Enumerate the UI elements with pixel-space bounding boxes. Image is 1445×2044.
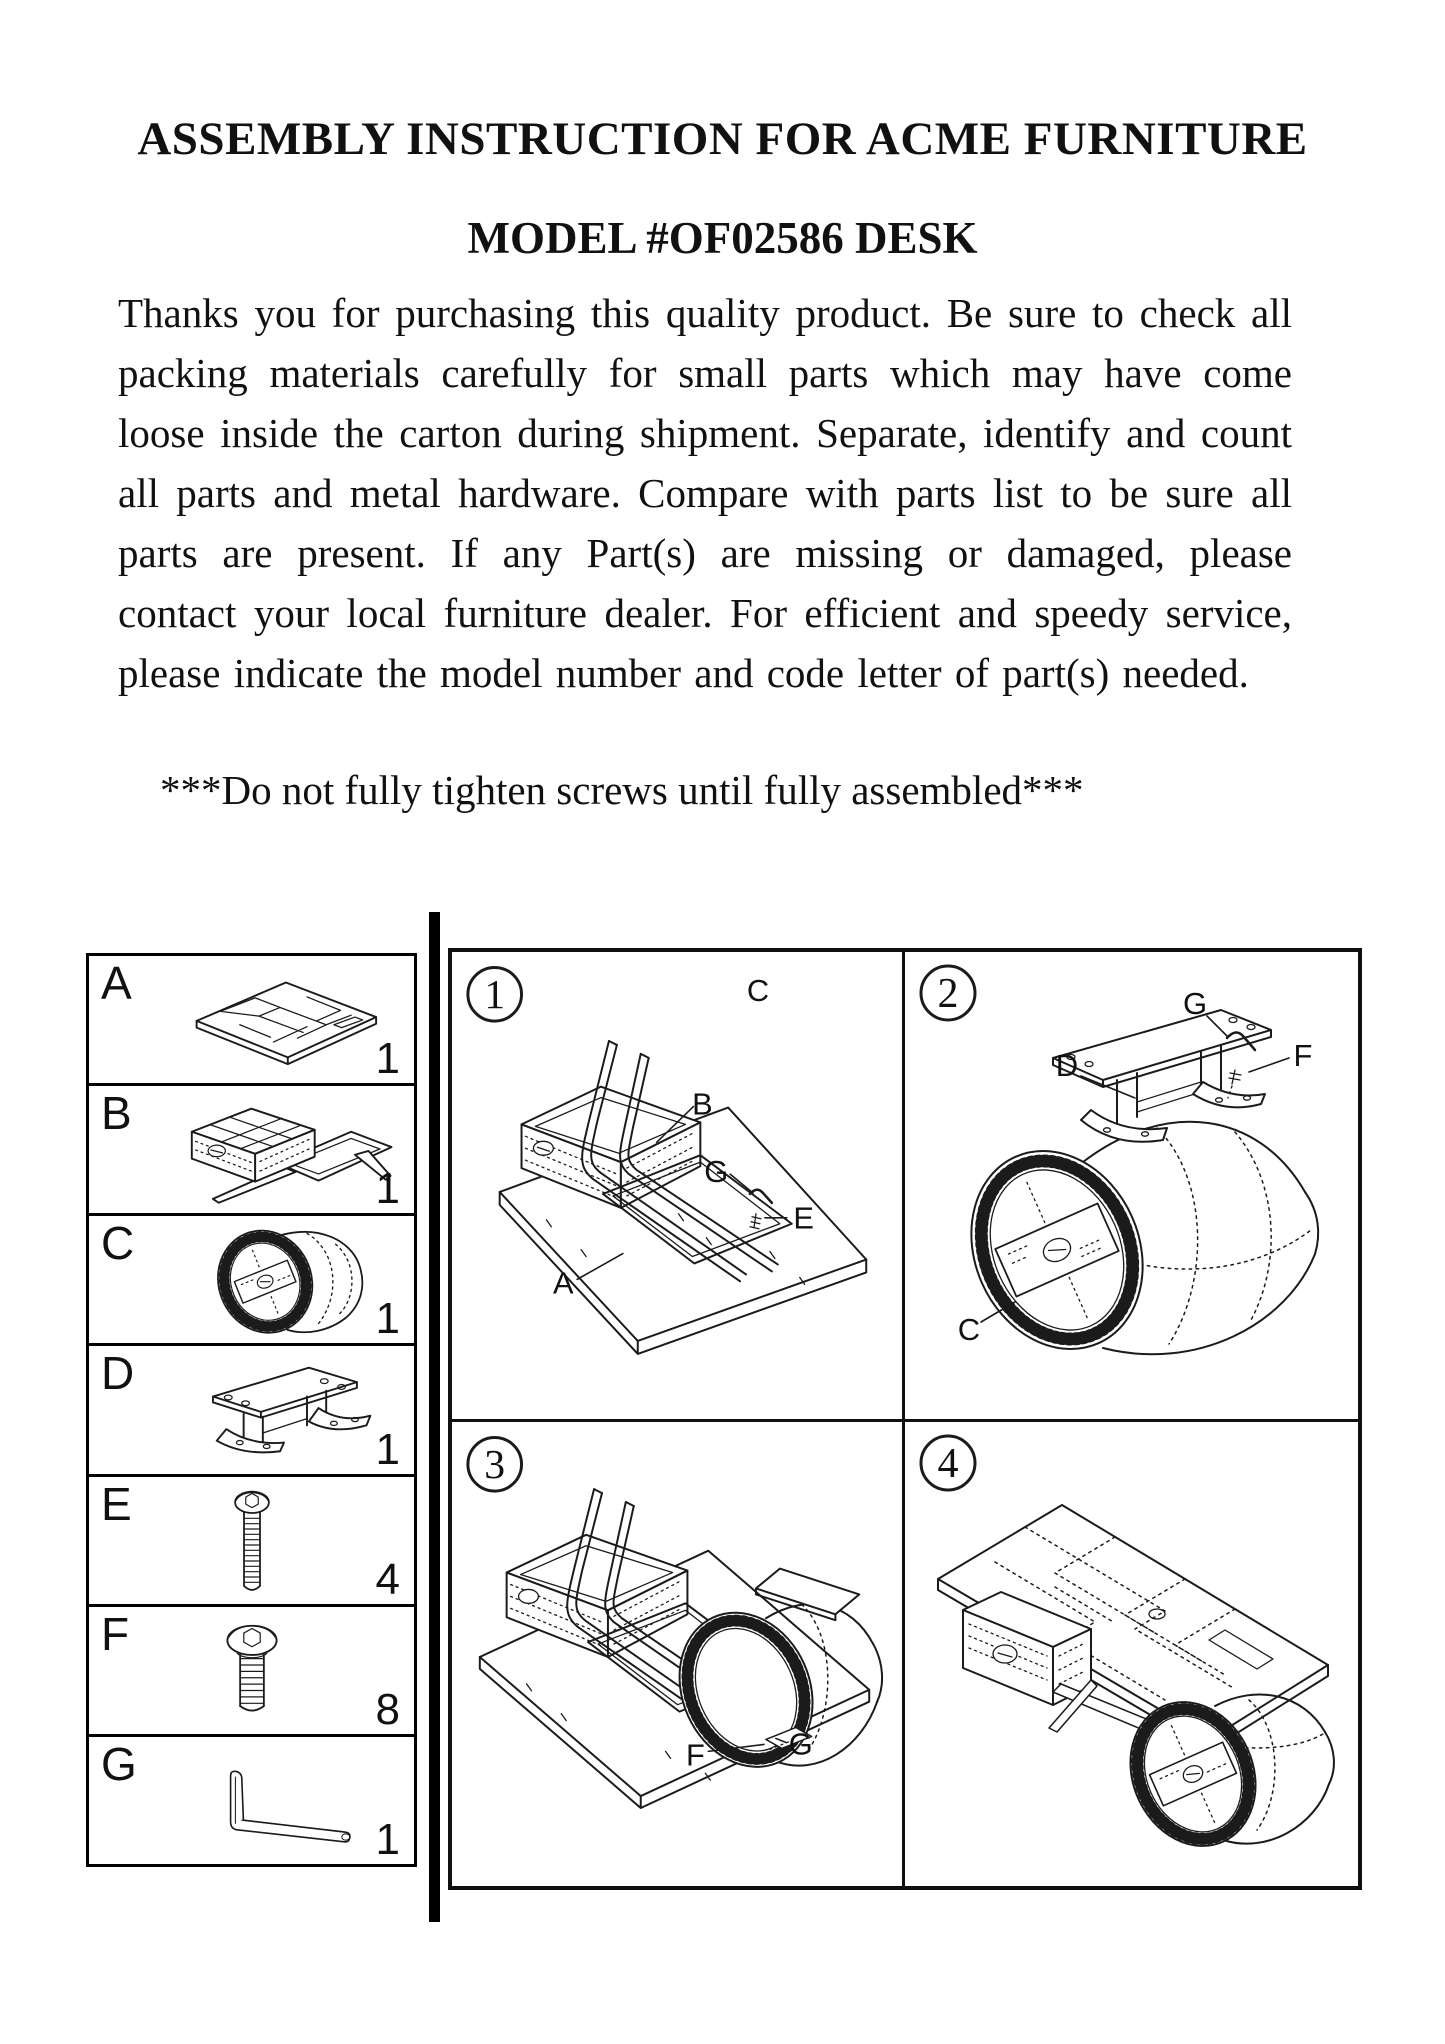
part-qty: 4: [375, 1554, 400, 1604]
label-part-g: G: [704, 1154, 729, 1190]
label-part-d: D: [1055, 1048, 1079, 1083]
intro-paragraph: Thanks you for purchasing this quality product. Be sure to check all packing materials carefully for small parts which may have come loose inside the carton during shipment. Separate, identify and count all parts and metal hardware. Compare with parts list to be sure all parts are present. If any Part(s) are missing or damaged, please contact your local furniture dealer. For efficient and speedy service, please indicate the model number and code letter of part(s) needed.: [118, 290, 1292, 696]
label-part-b: B: [692, 1086, 713, 1122]
part-letter: G: [101, 1737, 137, 1790]
part-qty: 1: [375, 1034, 400, 1084]
vertical-divider: [429, 912, 440, 1922]
label-part-c: C: [746, 973, 770, 1009]
part-qty: 8: [375, 1684, 400, 1734]
label-part-f: F: [1293, 1038, 1313, 1073]
step-4-diagram: [905, 1422, 1358, 1889]
part-qty: 1: [375, 1424, 400, 1474]
part-row-e: [89, 1477, 414, 1607]
short-bolt-icon: [207, 1613, 297, 1727]
part-letter: C: [101, 1217, 135, 1270]
long-bolt-icon: [209, 1481, 295, 1601]
mounting-bracket-icon: [163, 1351, 403, 1467]
step-1-panel: [452, 952, 905, 1422]
step-2-diagram: [905, 952, 1358, 1419]
part-qty: 1: [375, 1294, 400, 1344]
step-3-panel: [452, 1422, 905, 1889]
part-row-a: [89, 956, 414, 1086]
step-1-diagram: [452, 952, 902, 1419]
document-title: ASSEMBLY INSTRUCTION FOR ACME FURNITURE: [137, 113, 1308, 165]
drawer-and-leg-frame-icon: [163, 1091, 403, 1207]
step-4-panel: [905, 1422, 1358, 1889]
desk-top-panel-icon: [163, 961, 403, 1077]
part-qty: 1: [375, 1164, 400, 1214]
parts-list-table: [86, 953, 417, 1867]
step-number: 3: [484, 1442, 506, 1489]
part-row-b: [89, 1086, 414, 1216]
step-2-panel: [905, 952, 1358, 1422]
model-subtitle: MODEL #OF02586 DESK: [467, 213, 978, 263]
part-letter: F: [101, 1607, 130, 1660]
step-3-diagram: [452, 1422, 902, 1889]
part-letter: D: [101, 1347, 135, 1400]
label-part-f: F: [685, 1737, 705, 1773]
step-number: 4: [937, 1441, 959, 1487]
part-row-d: [89, 1346, 414, 1476]
part-letter: E: [101, 1477, 132, 1530]
label-part-g: G: [788, 1726, 813, 1762]
part-qty: 1: [375, 1814, 400, 1864]
part-letter: B: [101, 1087, 132, 1140]
part-row-g: [89, 1737, 414, 1864]
label-part-c: C: [957, 1312, 981, 1347]
part-letter: A: [101, 957, 132, 1009]
label-part-a: A: [552, 1265, 574, 1301]
tighten-screws-note: ***Do not fully tighten screws until fully assembled***: [160, 767, 1084, 813]
label-part-e: E: [793, 1200, 814, 1236]
part-row-f: [89, 1607, 414, 1737]
label-part-g: G: [1182, 986, 1208, 1021]
step-number: 2: [937, 971, 959, 1017]
allen-wrench-icon: [179, 1753, 383, 1849]
part-row-c: [89, 1216, 414, 1346]
drum-pedestal-icon: [163, 1221, 403, 1337]
assembly-steps-grid: [448, 948, 1362, 1890]
step-number: 1: [484, 972, 506, 1019]
